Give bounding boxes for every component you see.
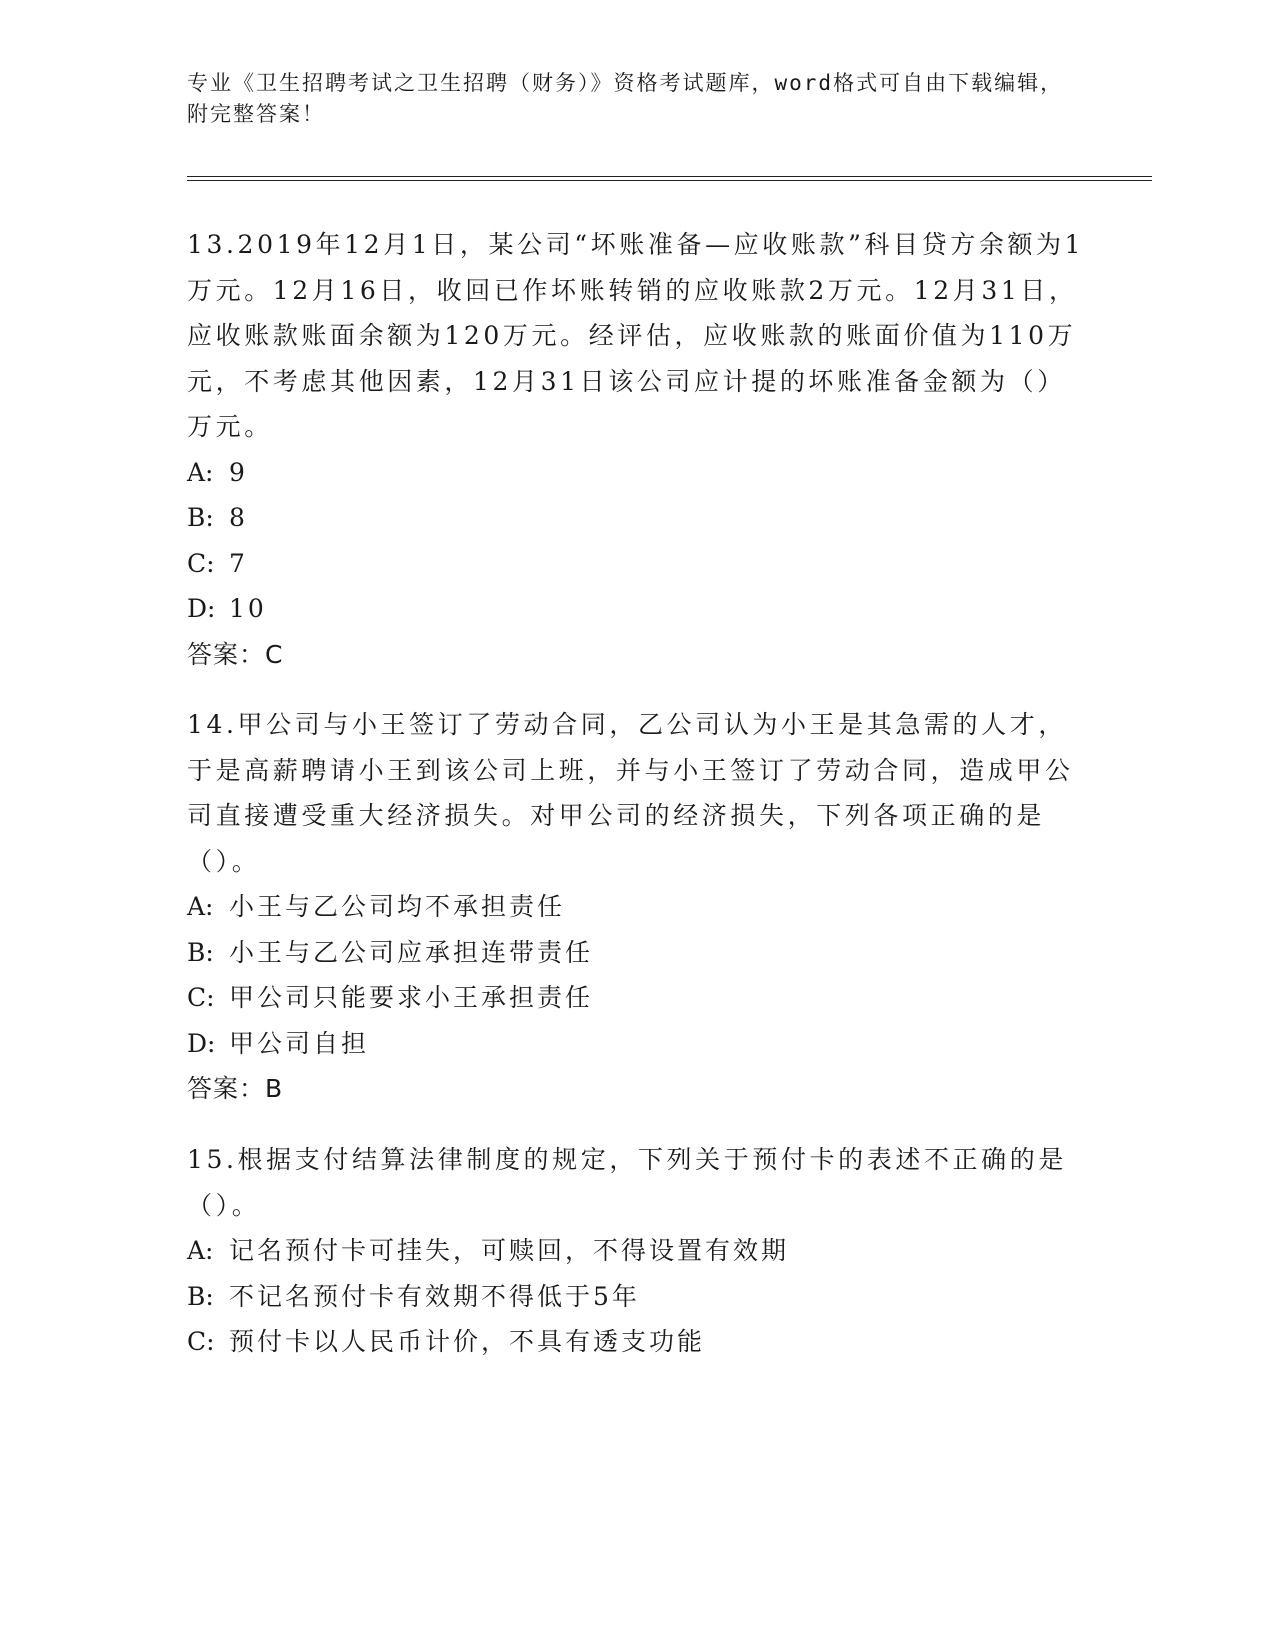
option-d [187, 586, 1092, 632]
option-key: A: [187, 457, 214, 487]
option-text: 预付卡以人民币计价，不具有透支功能 [229, 1327, 706, 1356]
option-text: 记名预付卡可挂失，可赎回，不得设置有效期 [229, 1236, 790, 1265]
question-stem: 13.2019年12月1日，某公司“坏账准备—应收账款”科目贷方余额为1万元。12月16日，收回已作坏账转销的应收账款2万元。12月31日，应收账款账面余额为120万元。经评估，应收账款的账面价值为110万元，不考虑其他因素，12月31日该公司应计提的坏账准备金额为（）万元。 [187, 230, 1085, 441]
option-key: B: [187, 1281, 214, 1311]
option-text: 甲公司只能要求小王承担责任 [229, 983, 594, 1012]
header-double-rule [187, 176, 1152, 181]
option-text: 8 [229, 503, 248, 532]
option-key: C: [187, 1327, 215, 1356]
option-text: 10 [229, 594, 267, 623]
option-text: 9 [229, 457, 248, 487]
option-c [187, 1319, 1092, 1365]
option-key: C: [187, 548, 215, 578]
option-text: 不记名预付卡有效期不得低于5年 [229, 1281, 640, 1311]
option-d [187, 1021, 1092, 1067]
question-15 [187, 1137, 1092, 1365]
option-b [187, 930, 1092, 976]
option-key: A: [187, 892, 214, 921]
option-key: B: [187, 503, 214, 532]
option-key: C: [187, 983, 215, 1012]
option-key: A: [187, 1236, 214, 1265]
option-key: B: [187, 937, 214, 967]
question-14 [187, 702, 1092, 1112]
option-text: 小王与乙公司应承担连带责任 [229, 937, 594, 967]
option-c [187, 541, 1092, 587]
option-b [187, 1274, 1092, 1320]
question-13 [187, 222, 1092, 677]
option-a [187, 1228, 1092, 1274]
answer-line: 答案：B [187, 1074, 284, 1103]
option-text: 7 [229, 548, 248, 578]
answer-line: 答案：C [187, 639, 284, 669]
question-stem: 15.根据支付结算法律制度的规定，下列关于预付卡的表述不正确的是（）。 [187, 1145, 1067, 1220]
option-text: 小王与乙公司均不承担责任 [229, 892, 566, 921]
option-text: 甲公司自担 [229, 1028, 370, 1058]
option-a [187, 884, 1092, 930]
document-header: 专业《卫生招聘考试之卫生招聘（财务）》资格考试题库，word格式可自由下载编辑，附完整答案！ [187, 71, 1064, 126]
option-key: D: [187, 594, 216, 623]
option-c [187, 975, 1092, 1021]
option-a [187, 450, 1092, 496]
option-b [187, 495, 1092, 541]
question-stem: 14.甲公司与小王签订了劳动合同，乙公司认为小王是其急需的人才，于是高薪聘请小王到该公司上班，并与小王签订了劳动合同，造成甲公司直接遭受重大经济损失。对甲公司的经济损失，下列各项正确的是（）。 [187, 710, 1074, 876]
option-key: D: [187, 1028, 216, 1058]
